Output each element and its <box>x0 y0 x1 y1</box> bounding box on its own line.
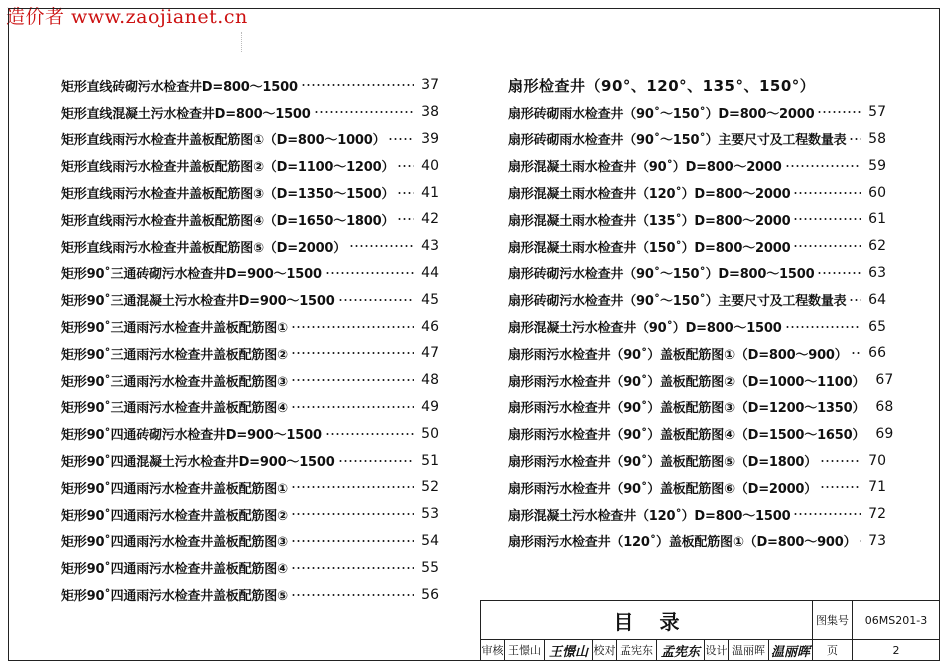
toc-entry <box>508 394 894 421</box>
toc-entry-page: 61 <box>868 211 886 228</box>
dot-leader <box>338 294 414 306</box>
toc-entry <box>61 126 439 153</box>
dot-leader <box>849 133 861 145</box>
toc-entry-title: 矩形直线雨污水检查井盖板配筋图⑤（D=2000） <box>61 240 347 256</box>
toc-entry-page: 52 <box>421 479 439 496</box>
toc-entry-page: 57 <box>868 104 886 121</box>
toc-entry <box>61 179 439 206</box>
toc-entry-title: 扇形雨污水检查井（90˚）盖板配筋图⑤（D=1800） <box>508 455 818 471</box>
toc-entry-title: 扇形雨污水检查井（90˚）盖板配筋图⑥（D=2000） <box>508 481 818 497</box>
toc-entry <box>508 126 886 153</box>
dot-leader <box>291 374 414 386</box>
dot-leader <box>291 508 414 520</box>
toc-entry-page: 40 <box>421 157 439 174</box>
toc-entry <box>61 501 439 528</box>
toc-entry-title: 矩形90˚三通雨污水检查井盖板配筋图① <box>61 321 288 337</box>
toc-right-column <box>508 72 894 554</box>
dot-leader <box>820 455 861 467</box>
checker-signature: 孟宪东 <box>657 639 705 661</box>
dot-leader <box>849 294 861 306</box>
toc-entry-page: 60 <box>868 184 886 201</box>
page-number: 2 <box>892 643 900 657</box>
toc-entry-title: 扇形砖砌雨水检查井（90˚～150˚）主要尺寸及工程数量表 <box>508 133 847 149</box>
watermark: 造价者 www.zaojianet.cn <box>6 6 248 28</box>
dot-leader <box>397 160 414 172</box>
toc-entry-page: 72 <box>868 506 886 523</box>
toc-entry <box>508 501 886 528</box>
toc-entry-page: 69 <box>875 425 894 442</box>
dot-leader <box>291 589 414 601</box>
dot-leader <box>325 428 414 440</box>
toc-entry <box>61 474 439 501</box>
toc-entry <box>61 340 439 367</box>
toc-entry-title: 扇形雨污水检查井（120˚）盖板配筋图①（D=800～900） <box>508 535 857 551</box>
dot-leader <box>291 481 414 493</box>
toc-entry <box>61 72 439 99</box>
toc-entry <box>508 528 886 555</box>
toc-entry <box>61 394 439 421</box>
toc-entry-title: 扇形砖砌污水检查井（90˚～150˚）主要尺寸及工程数量表 <box>508 294 847 310</box>
toc-entry-title: 矩形90˚四通雨污水检查井盖板配筋图④ <box>61 562 288 578</box>
toc-entry-title: 矩形90˚四通雨污水检查井盖板配筋图② <box>61 508 288 524</box>
toc-entry-page: 65 <box>868 318 886 335</box>
toc-entry <box>61 581 439 608</box>
toc-entry <box>61 99 439 126</box>
toc-entry-page: 49 <box>421 398 439 415</box>
toc-entry-title: 扇形砖砌污水检查井（90˚～150˚）D=800～1500 <box>508 267 815 283</box>
reviewer-name: 王憬山 <box>505 639 545 661</box>
dot-leader <box>291 401 414 413</box>
toc-entry-title: 矩形90˚四通雨污水检查井盖板配筋图① <box>61 481 288 497</box>
toc-entry-page: 39 <box>421 130 439 147</box>
toc-entry-title: 矩形直线雨污水检查井盖板配筋图④（D=1650～1800） <box>61 213 395 229</box>
toc-entry-page: 46 <box>421 318 439 335</box>
toc-entry-title: 扇形雨污水检查井（90˚）盖板配筋图②（D=1000～1100） <box>508 374 866 390</box>
toc-entry-title: 矩形90˚四通砖砌污水检查井D=900～1500 <box>61 428 322 444</box>
toc-entry-title: 矩形90˚四通雨污水检查井盖板配筋图③ <box>61 535 288 551</box>
title-block-row-bottom <box>481 639 940 661</box>
dot-leader <box>388 133 414 145</box>
toc-entry-title: 矩形90˚三通砖砌污水检查井D=900～1500 <box>61 267 322 283</box>
toc-entry <box>508 340 886 367</box>
review-label: 审核 <box>481 639 505 661</box>
toc-entry-title: 扇形雨污水检查井（90˚）盖板配筋图③（D=1200～1350） <box>508 401 866 417</box>
toc-entry-title: 扇形混凝土雨水检查井（135˚）D=800～2000 <box>508 213 791 229</box>
toc-entry-page: 47 <box>421 345 439 362</box>
toc-entry-page: 45 <box>421 291 439 308</box>
dot-leader <box>397 213 414 225</box>
toc-entry <box>61 206 439 233</box>
toc-entry <box>508 99 886 126</box>
dot-leader <box>338 455 414 467</box>
toc-left-column <box>61 72 439 608</box>
toc-entry-page: 67 <box>875 372 894 389</box>
toc-entry <box>61 367 439 394</box>
toc-entry-title: 矩形直线雨污水检查井盖板配筋图③（D=1350～1500） <box>61 187 395 203</box>
dot-leader <box>325 267 414 279</box>
toc-entry-page: 44 <box>421 264 439 281</box>
toc-entry <box>508 152 886 179</box>
document-title: 目录 <box>481 601 813 639</box>
toc-entry-title: 矩形直线雨污水检查井盖板配筋图①（D=800～1000） <box>61 133 386 149</box>
section-heading-sector-manholes: 扇形检查井（90°、120°、135°、150°） <box>508 76 816 95</box>
dot-leader <box>397 187 414 199</box>
dot-leader <box>314 106 414 118</box>
toc-entry-page: 43 <box>421 238 439 255</box>
title-block <box>480 600 940 661</box>
dot-leader <box>349 240 414 252</box>
dot-leader <box>793 240 861 252</box>
dot-leader <box>793 508 861 520</box>
toc-entry-page: 73 <box>868 532 886 549</box>
fold-guide <box>241 32 242 52</box>
atlas-label: 图集号 <box>813 601 853 639</box>
toc-entry <box>508 420 894 447</box>
toc-entry <box>61 152 439 179</box>
toc-entry-title: 矩形90˚三通雨污水检查井盖板配筋图③ <box>61 374 288 390</box>
toc-entry-title: 扇形混凝土污水检查井（90˚）D=800～1500 <box>508 321 782 337</box>
toc-entry-page: 56 <box>421 586 439 603</box>
check-label: 校对 <box>593 639 617 661</box>
dot-leader <box>817 106 861 118</box>
page-label: 页 <box>813 639 853 661</box>
toc-entry-page: 64 <box>868 291 886 308</box>
toc-entry <box>61 528 439 555</box>
toc-entry <box>508 313 886 340</box>
toc-entry-page: 37 <box>421 77 439 94</box>
toc-entry-title: 扇形混凝土污水检查井（120˚）D=800～1500 <box>508 508 791 524</box>
toc-entry-title: 扇形混凝土雨水检查井（90˚）D=800～2000 <box>508 160 782 176</box>
toc-entry-page: 71 <box>868 479 886 496</box>
designer-name: 温丽晖 <box>729 639 769 661</box>
toc-entry-page: 63 <box>868 264 886 281</box>
toc-entry <box>508 286 886 313</box>
dot-leader <box>291 321 414 333</box>
title-block-row-top <box>481 601 940 640</box>
dot-leader <box>859 535 861 547</box>
dot-leader <box>785 321 861 333</box>
toc-entry <box>61 447 439 474</box>
dot-leader <box>820 481 861 493</box>
toc-entry-title: 扇形砖砌雨水检查井（90˚～150˚）D=800～2000 <box>508 106 815 122</box>
toc-entry-title: 矩形直线砖砌污水检查井D=800～1500 <box>61 79 298 95</box>
toc-entry <box>508 206 886 233</box>
designer-signature: 温丽晖 <box>769 639 813 661</box>
toc-entry-page: 68 <box>875 398 894 415</box>
toc-entry-title: 矩形直线雨污水检查井盖板配筋图②（D=1100～1200） <box>61 160 395 176</box>
toc-entry <box>508 179 886 206</box>
dot-leader <box>793 187 861 199</box>
dot-leader <box>793 213 861 225</box>
toc-entry-page: 58 <box>868 130 886 147</box>
toc-entry-page: 51 <box>421 452 439 469</box>
toc-entry-page: 42 <box>421 211 439 228</box>
toc-entry-page: 41 <box>421 184 439 201</box>
toc-entry-title: 扇形混凝土雨水检查井（120˚）D=800～2000 <box>508 187 791 203</box>
toc-entry-page: 54 <box>421 532 439 549</box>
toc-entry-title: 矩形90˚三通混凝土污水检查井D=900～1500 <box>61 294 335 310</box>
toc-entry-title: 矩形90˚三通雨污水检查井盖板配筋图② <box>61 347 288 363</box>
toc-entry <box>508 367 894 394</box>
checker-name: 孟宪东 <box>617 639 657 661</box>
toc-entry-title: 矩形直线混凝土污水检查井D=800～1500 <box>61 106 311 122</box>
toc-entry-title: 扇形雨污水检查井（90˚）盖板配筋图①（D=800～900） <box>508 347 848 363</box>
toc-entry-page: 62 <box>868 238 886 255</box>
toc-entry <box>61 554 439 581</box>
toc-entry <box>61 313 439 340</box>
dot-leader <box>785 160 861 172</box>
toc-entry <box>61 420 439 447</box>
toc-entry-title: 扇形混凝土雨水检查井（150˚）D=800～2000 <box>508 240 791 256</box>
toc-entry <box>61 260 439 287</box>
toc-entry-page: 50 <box>421 425 439 442</box>
dot-leader <box>291 347 414 359</box>
toc-entry-title: 扇形雨污水检查井（90˚）盖板配筋图④（D=1500～1650） <box>508 428 866 444</box>
toc-entry-page: 55 <box>421 559 439 576</box>
toc-entry-title: 矩形90˚四通雨污水检查井盖板配筋图⑤ <box>61 589 288 605</box>
toc-entry-page: 53 <box>421 506 439 523</box>
toc-entry-page: 66 <box>868 345 886 362</box>
toc-entry-page: 70 <box>868 452 886 469</box>
toc-entry-page: 59 <box>868 157 886 174</box>
toc-entry-page: 48 <box>421 372 439 389</box>
toc-entry-page: 38 <box>421 104 439 121</box>
toc-entry-title: 矩形90˚三通雨污水检查井盖板配筋图④ <box>61 401 288 417</box>
toc-entry-title: 矩形90˚四通混凝土污水检查井D=900～1500 <box>61 455 335 471</box>
toc-entry <box>508 474 886 501</box>
toc-entry <box>508 447 886 474</box>
dot-leader <box>817 267 861 279</box>
toc-entry <box>61 233 439 260</box>
dot-leader <box>291 562 414 574</box>
toc-entry <box>508 233 886 260</box>
toc-entry <box>508 260 886 287</box>
dot-leader <box>291 535 414 547</box>
design-label: 设计 <box>705 639 729 661</box>
toc-entry <box>61 286 439 313</box>
dot-leader <box>851 347 861 359</box>
reviewer-signature: 王憬山 <box>545 639 593 661</box>
atlas-number: 06MS201-3 <box>864 613 928 627</box>
dot-leader <box>301 79 414 91</box>
